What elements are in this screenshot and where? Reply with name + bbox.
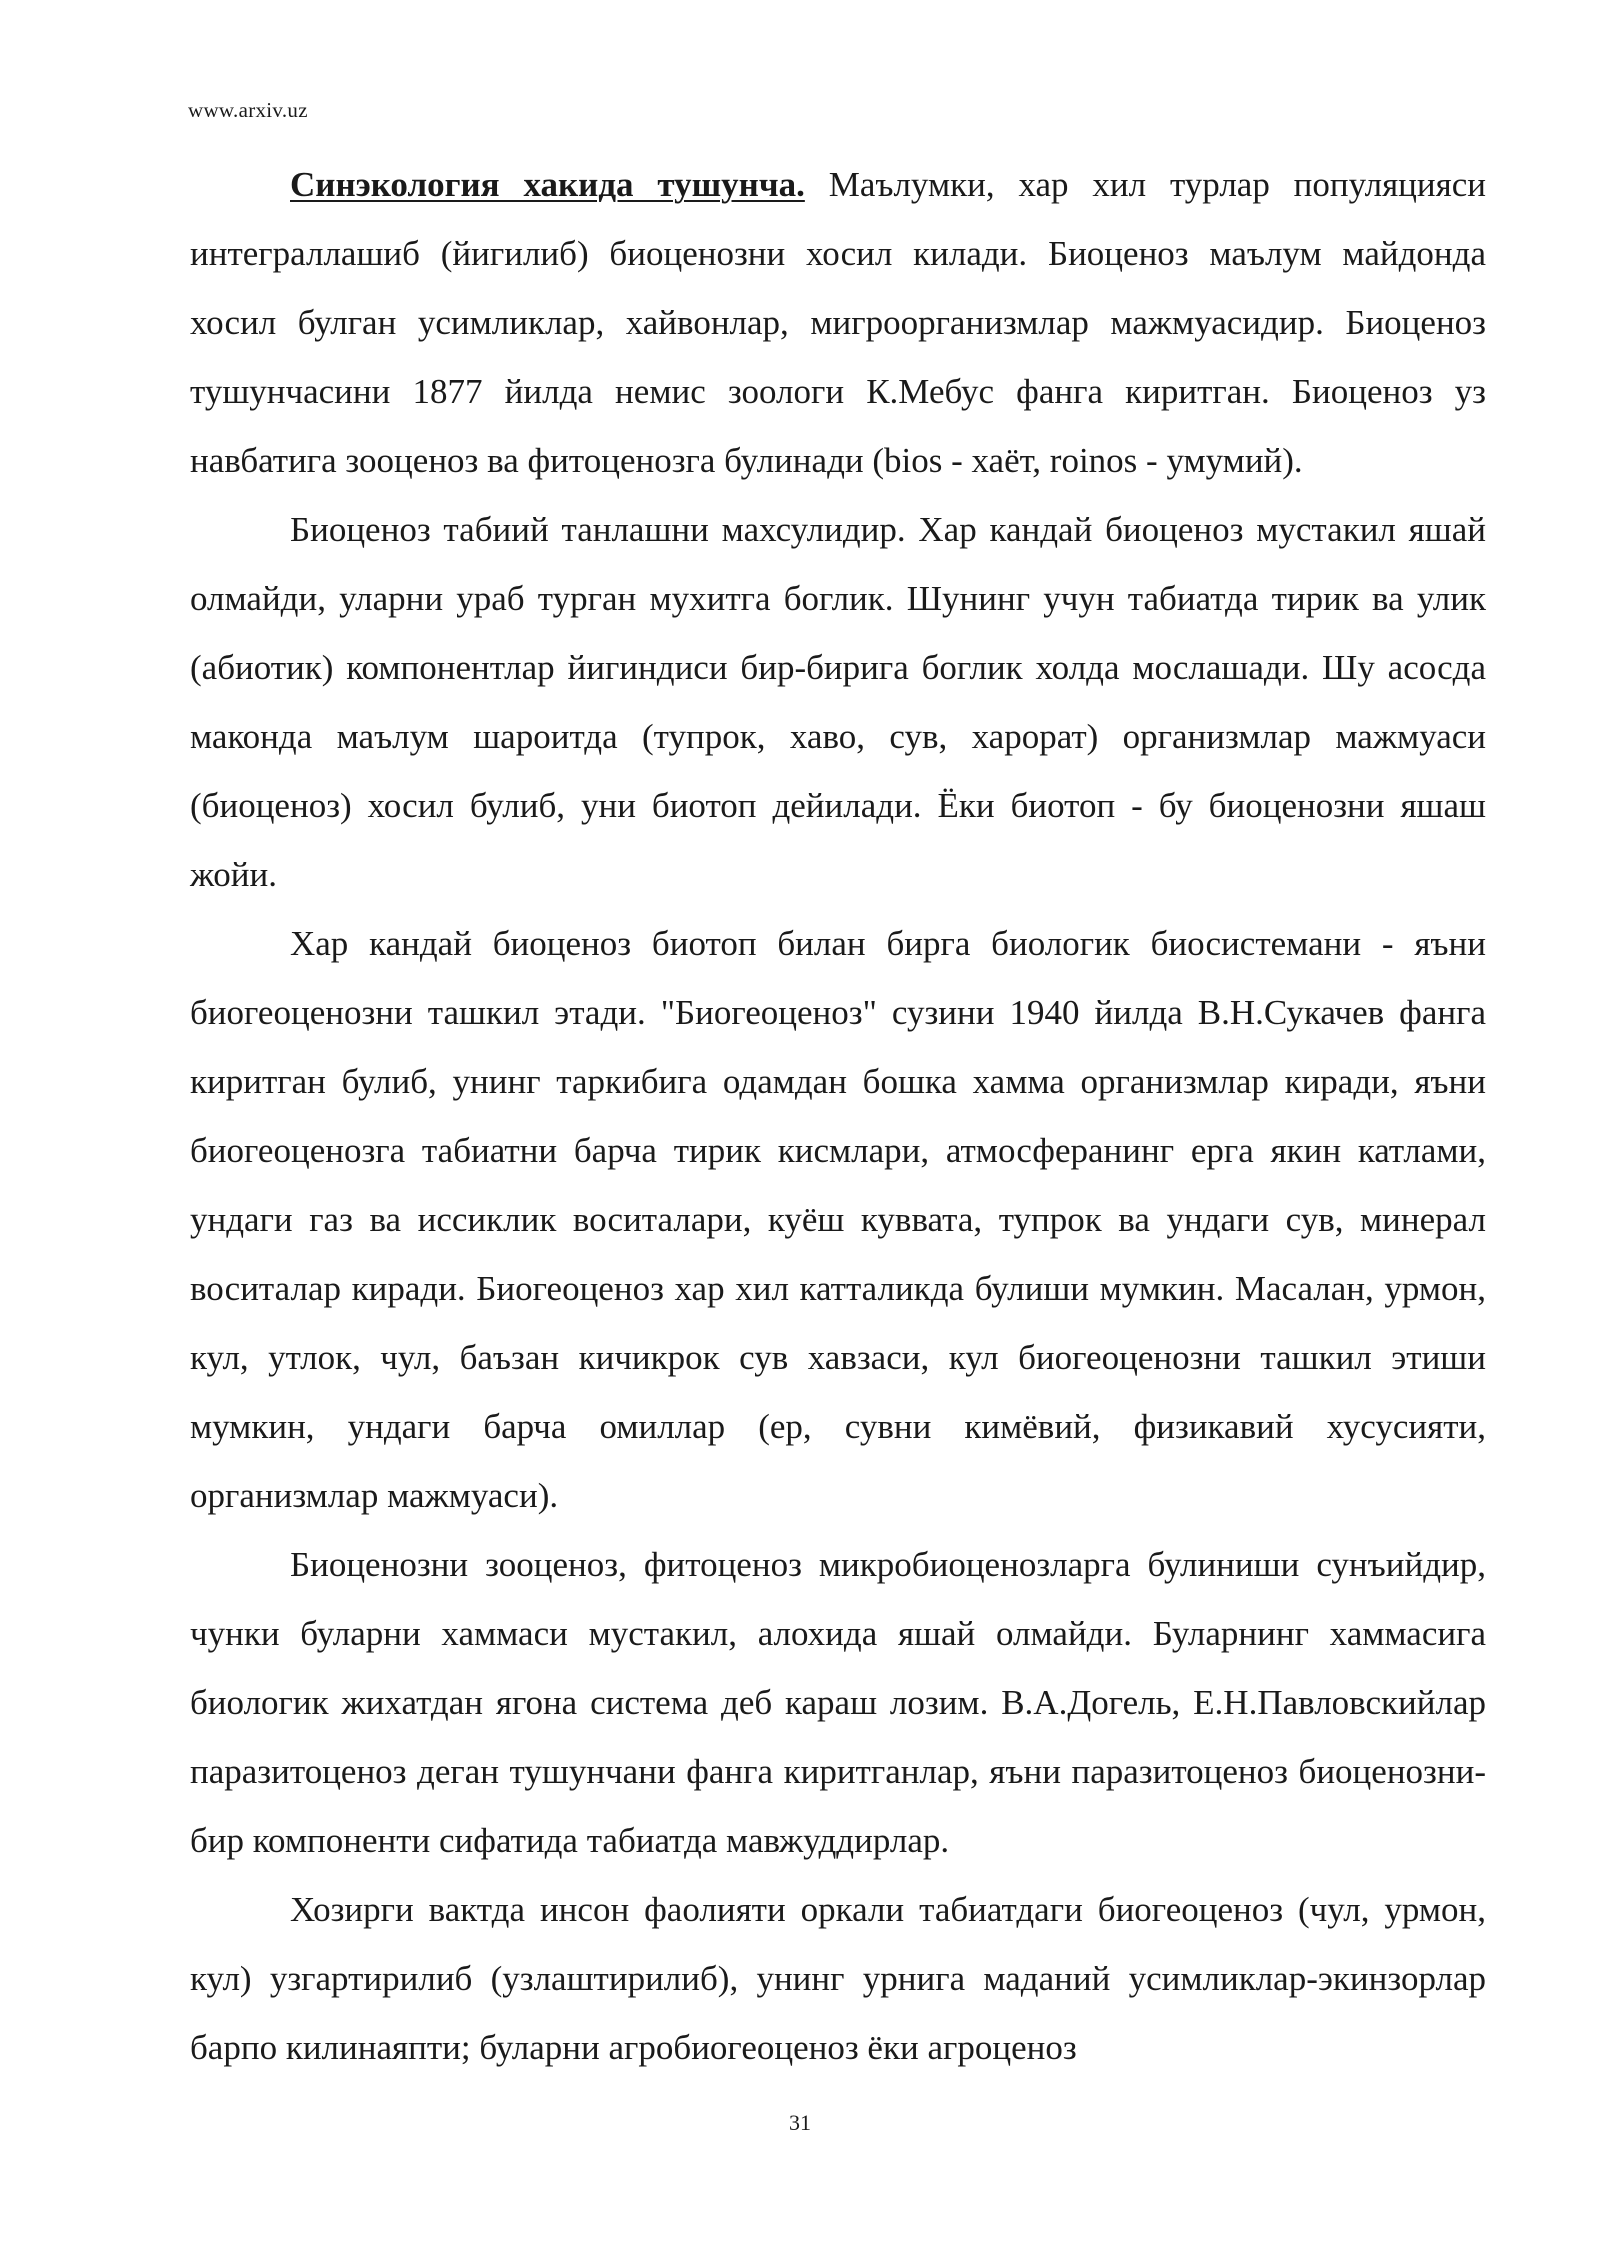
paragraph-3: Хар кандай биоценоз биотоп билан бирга биологик биосистемани - яъни биогеоценозни ташкил этади. "Биогеоценоз" сузини 1940 йилда В.Н.Сукачев фанга киритган булиб, унинг таркибига одамдан бошка хамма организмлар киради, яъни биогеоценозга табиатни барча тирик кисмлари, атмосферанинг ерга якин катлами, ундаги газ ва иссиклик воситалари, куёш куввата, тупрок ва ундаги сув, минерал воситалар киради. Биогеоценоз хар хил катталикда булиши мумкин. Масалан, урмон, кул, утлок, чул, баъзан кичикрок сув хавзаси, кул биогеоценозни ташкил этиши мумкин, ундаги барча омиллар (ер, сувни кимёвий, физикавий хусусияти, организмлар мажмуаси).: [190, 924, 1486, 1515]
paragraph-1: [190, 150, 1486, 495]
page-number: 31: [789, 2110, 811, 2135]
paragraph-1-text: Маълумки, хар хил турлар популяцияси интеграллашиб (йигилиб) биоценозни хосил килади. Биоценоз маълум майдонда хосил булган усимликлар, хайвонлар, мигроорганизмлар мажмуасидир. Биоценоз тушунчасини 1877 йилда немис зоологи К.Мебус фанга киритган. Биоценоз уз навбатига зооценоз ва фитоценозга булинади (bios - хаёт, roinos - умумий).: [190, 165, 1486, 480]
site-url: www.arxiv.uz: [188, 98, 308, 122]
section-heading: Синэкология хакида тушунча.: [290, 165, 805, 204]
paragraph-4: Биоценозни зооценоз, фитоценоз микробиоценозларга булиниши сунъийдир, чунки буларни хаммаси мустакил, алохида яшай олмайди. Буларнинг хаммасига биологик жихатдан ягона система деб караш лозим. В.А.Догель, Е.Н.Павловскийлар паразитоценоз деган тушунчани фанга киритганлар, яъни паразитоценоз биоценозни- бир компоненти сифатида табиатда мавжуддирлар.: [190, 1545, 1486, 1860]
document-body: [190, 150, 1486, 2082]
paragraph-5: Хозирги вактда инсон фаолияти оркали табиатдаги биогеоценоз (чул, урмон, кул) узгартирилиб (узлаштирилиб), унинг урнига маданий усимликлар-экинзорлар барпо килинаяпти; буларни агробиогеоценоз ёки агроценоз: [190, 1890, 1486, 2067]
paragraph-2: Биоценоз табиий танлашни махсулидир. Хар кандай биоценоз мустакил яшай олмайди, уларни ураб турган мухитга боглик. Шунинг учун табиатда тирик ва улик (абиотик) компонентлар йигиндиси бир-бирига боглик холда мослашади. Шу асосда маконда маълум шароитда (тупрок, хаво, сув, харорат) организмлар мажмуаси (биоценоз) хосил булиб, уни биотоп дейилади. Ёки биотоп - бу биоценозни яшаш жойи.: [190, 510, 1486, 894]
